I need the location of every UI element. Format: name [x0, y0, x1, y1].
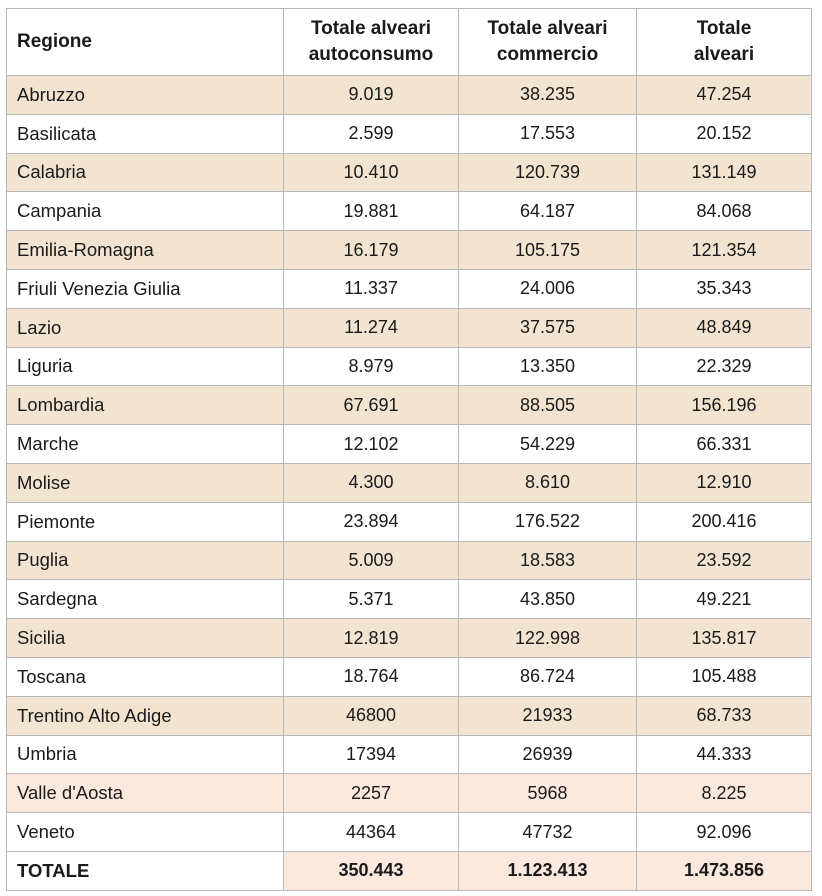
cell-totale: 156.196 — [637, 386, 812, 425]
table-body — [7, 76, 812, 891]
cell-autoconsumo: 4.300 — [284, 463, 459, 502]
cell-totale: 131.149 — [637, 153, 812, 192]
cell-totale: 66.331 — [637, 425, 812, 464]
column-header-totale — [637, 9, 812, 76]
table-row — [7, 774, 812, 813]
total-row — [7, 851, 812, 890]
cell-region: Lazio — [7, 308, 284, 347]
cell-totale: 22.329 — [637, 347, 812, 386]
cell-region: Toscana — [7, 657, 284, 696]
cell-totale: 23.592 — [637, 541, 812, 580]
table-row — [7, 153, 812, 192]
cell-commercio: 24.006 — [459, 269, 637, 308]
cell-commercio: 43.850 — [459, 580, 637, 619]
cell-totale: 47.254 — [637, 76, 812, 115]
table-row — [7, 308, 812, 347]
cell-commercio: 38.235 — [459, 76, 637, 115]
cell-autoconsumo: 12.819 — [284, 619, 459, 658]
cell-totale: 135.817 — [637, 619, 812, 658]
column-header-commercio — [459, 9, 637, 76]
cell-autoconsumo: 9.019 — [284, 76, 459, 115]
cell-autoconsumo: 19.881 — [284, 192, 459, 231]
cell-region: Valle d'Aosta — [7, 774, 284, 813]
table-row — [7, 463, 812, 502]
cell-commercio: 47732 — [459, 813, 637, 852]
column-header-autoconsumo — [284, 9, 459, 76]
column-header-autoconsumo-line1: Totale alveari — [310, 18, 432, 39]
cell-total-commercio: 1.123.413 — [459, 851, 637, 890]
cell-region: Marche — [7, 425, 284, 464]
table-row — [7, 619, 812, 658]
cell-commercio: 8.610 — [459, 463, 637, 502]
table-row — [7, 231, 812, 270]
column-header-autoconsumo-line2: autoconsumo — [308, 44, 434, 65]
cell-totale: 68.733 — [637, 696, 812, 735]
cell-region: Puglia — [7, 541, 284, 580]
table-row — [7, 192, 812, 231]
cell-region: Lombardia — [7, 386, 284, 425]
cell-region: Umbria — [7, 735, 284, 774]
cell-total-autoconsumo: 350.443 — [284, 851, 459, 890]
cell-autoconsumo: 44364 — [284, 813, 459, 852]
table-row — [7, 813, 812, 852]
table-row — [7, 657, 812, 696]
cell-totale: 35.343 — [637, 269, 812, 308]
cell-commercio: 18.583 — [459, 541, 637, 580]
cell-region: Veneto — [7, 813, 284, 852]
table-header — [7, 9, 812, 76]
column-header-totale-line1: Totale — [696, 18, 752, 39]
table-row — [7, 269, 812, 308]
cell-commercio: 120.739 — [459, 153, 637, 192]
cell-commercio: 37.575 — [459, 308, 637, 347]
cell-autoconsumo: 46800 — [284, 696, 459, 735]
cell-region: Molise — [7, 463, 284, 502]
column-header-region-label: Regione — [17, 31, 92, 52]
cell-region: Emilia-Romagna — [7, 231, 284, 270]
cell-totale: 48.849 — [637, 308, 812, 347]
cell-region: Campania — [7, 192, 284, 231]
table-row — [7, 502, 812, 541]
cell-totale: 44.333 — [637, 735, 812, 774]
cell-autoconsumo: 2257 — [284, 774, 459, 813]
table-row — [7, 580, 812, 619]
cell-commercio: 5968 — [459, 774, 637, 813]
cell-region: Trentino Alto Adige — [7, 696, 284, 735]
cell-commercio: 54.229 — [459, 425, 637, 464]
table-row — [7, 114, 812, 153]
cell-region: Abruzzo — [7, 76, 284, 115]
cell-autoconsumo: 2.599 — [284, 114, 459, 153]
column-header-commercio-line1: Totale alveari — [487, 18, 608, 39]
cell-commercio: 13.350 — [459, 347, 637, 386]
cell-totale: 8.225 — [637, 774, 812, 813]
cell-totale: 200.416 — [637, 502, 812, 541]
cell-region: Friuli Venezia Giulia — [7, 269, 284, 308]
cell-totale: 49.221 — [637, 580, 812, 619]
cell-region: Sardegna — [7, 580, 284, 619]
table-row — [7, 76, 812, 115]
cell-commercio: 105.175 — [459, 231, 637, 270]
cell-commercio: 86.724 — [459, 657, 637, 696]
cell-totale: 12.910 — [637, 463, 812, 502]
table-row — [7, 696, 812, 735]
cell-region: Basilicata — [7, 114, 284, 153]
header-row — [7, 9, 812, 76]
cell-autoconsumo: 5.371 — [284, 580, 459, 619]
cell-autoconsumo: 18.764 — [284, 657, 459, 696]
cell-commercio: 122.998 — [459, 619, 637, 658]
table-row — [7, 541, 812, 580]
cell-totale: 105.488 — [637, 657, 812, 696]
column-header-totale-line2: alveari — [693, 44, 755, 65]
cell-autoconsumo: 8.979 — [284, 347, 459, 386]
cell-autoconsumo: 16.179 — [284, 231, 459, 270]
cell-commercio: 21933 — [459, 696, 637, 735]
cell-totale: 84.068 — [637, 192, 812, 231]
cell-region: Calabria — [7, 153, 284, 192]
cell-commercio: 64.187 — [459, 192, 637, 231]
cell-autoconsumo: 12.102 — [284, 425, 459, 464]
beehive-table — [6, 8, 812, 891]
beehive-table-container — [6, 8, 811, 891]
cell-region: Liguria — [7, 347, 284, 386]
cell-autoconsumo: 10.410 — [284, 153, 459, 192]
table-row — [7, 425, 812, 464]
cell-commercio: 17.553 — [459, 114, 637, 153]
cell-total-label: TOTALE — [7, 851, 284, 890]
column-header-commercio-line2: commercio — [496, 44, 599, 65]
cell-commercio: 176.522 — [459, 502, 637, 541]
cell-autoconsumo: 17394 — [284, 735, 459, 774]
cell-region: Piemonte — [7, 502, 284, 541]
cell-autoconsumo: 11.274 — [284, 308, 459, 347]
cell-totale: 20.152 — [637, 114, 812, 153]
cell-autoconsumo: 5.009 — [284, 541, 459, 580]
cell-region: Sicilia — [7, 619, 284, 658]
cell-autoconsumo: 67.691 — [284, 386, 459, 425]
table-row — [7, 386, 812, 425]
cell-commercio: 26939 — [459, 735, 637, 774]
cell-autoconsumo: 11.337 — [284, 269, 459, 308]
cell-totale: 92.096 — [637, 813, 812, 852]
cell-totale: 121.354 — [637, 231, 812, 270]
table-row — [7, 735, 812, 774]
cell-commercio: 88.505 — [459, 386, 637, 425]
column-header-region — [7, 9, 284, 76]
cell-total-totale: 1.473.856 — [637, 851, 812, 890]
table-row — [7, 347, 812, 386]
cell-autoconsumo: 23.894 — [284, 502, 459, 541]
